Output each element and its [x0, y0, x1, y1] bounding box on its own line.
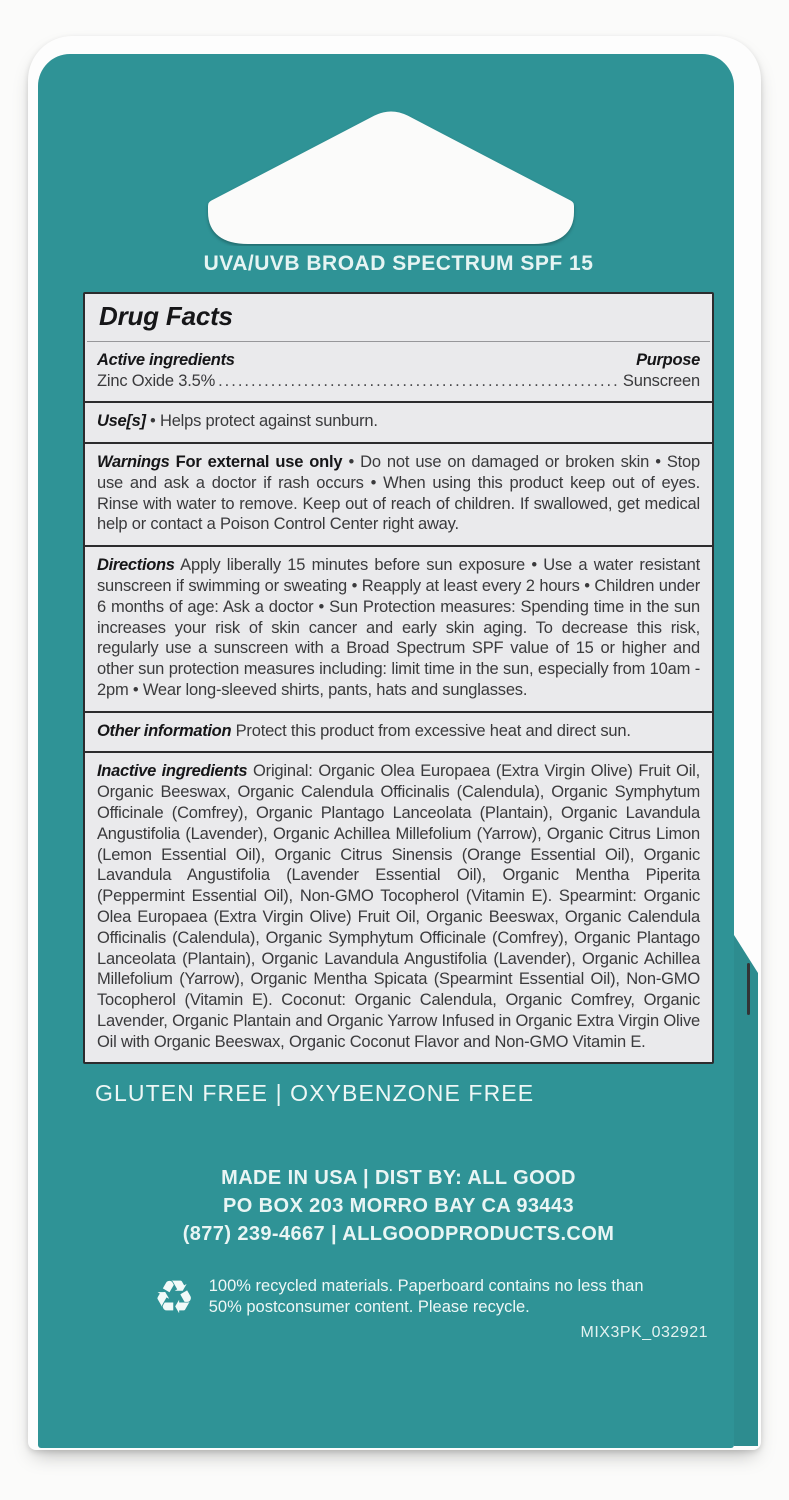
warnings-bold-text: For external use only: [175, 453, 343, 472]
package-card: [28, 36, 761, 1450]
warnings-section: [85, 442, 712, 545]
other-information-text: Protect this product from excessive heat and direct sun.: [235, 721, 631, 740]
directions-label: Directions: [97, 556, 175, 575]
inactive-ingredients-section: [85, 751, 712, 1062]
product-code: MIX3PK_032921: [580, 1324, 708, 1342]
active-ingredient-purpose: Sunscreen: [622, 371, 700, 390]
package-back-panel: [38, 54, 734, 1448]
box-side-flap: [734, 935, 758, 1446]
inactive-ingredients-label: Inactive ingredients: [97, 762, 248, 781]
active-ingredients-section: [85, 342, 712, 402]
uses-text: • Helps protect against sunburn.: [150, 412, 378, 431]
recycle-note-line1: 100% recycled materials. Paperboard contains no less than: [208, 1277, 644, 1296]
recycle-note-line2: 50% postconsumer content. Please recycle.: [208, 1298, 530, 1317]
active-ingredient-name: Zinc Oxide 3.5%: [97, 371, 216, 390]
recycle-icon: ♻: [153, 1271, 195, 1324]
address-line: PO BOX 203 MORRO BAY CA 93443: [223, 1195, 574, 1217]
other-information-label: Other information: [97, 721, 232, 740]
directions-text: Apply liberally 15 minutes before sun exposure • Use a water resistant sunscreen if swimming or sweating • Reapply at least every 2 hours • Children under 6 months of age: Ask a doctor • Sun Protection measures: Spending time in the sun increases your risk of skin cancer and early skin aging. To decrease this risk, regularly use a sunscreen with a Broad Spectrum SPF value of 15 or higher and other sun protection measures including: limit time in the sun, especially from 10am - 2pm • Wear long-sleeved shirts, pants, hats and sunglasses.: [97, 556, 700, 699]
active-ingredients-header: Active ingredients: [97, 350, 235, 369]
free-claims-label: GLUTEN FREE | OXYBENZONE FREE: [95, 1080, 535, 1107]
purpose-header: Purpose: [636, 350, 700, 369]
drug-facts-title: Drug Facts: [87, 294, 710, 342]
other-information-section: [85, 711, 712, 752]
uses-label: Use[s]: [97, 412, 146, 431]
phone-website-line: (877) 239-4667 | ALLGOODPRODUCTS.COM: [182, 1222, 615, 1245]
dot-leader: [218, 371, 620, 392]
distribution-block: [83, 1165, 714, 1248]
recycle-note: [83, 1271, 714, 1324]
directions-section: [85, 545, 712, 710]
box-flap-slit: [747, 963, 750, 1015]
drug-facts-panel: [83, 292, 714, 1064]
warnings-label: Warnings: [97, 453, 170, 472]
broad-spectrum-label: UVA/UVB BROAD SPECTRUM SPF 15: [203, 252, 594, 275]
uses-section: [85, 401, 712, 442]
recycle-note-text: [209, 1276, 644, 1318]
warnings-text: • Do not use on damaged or broken skin • Stop use and ask a doctor if rash occurs • When using this product keep out of eyes. Rinse with water to remove. Keep out of reach of children. If swallowed, get medical help or contact a Poison Control Center right away.: [97, 453, 700, 534]
hang-hole: [203, 110, 579, 246]
made-in-line: MADE IN USA | DIST BY: ALL GOOD: [221, 1167, 576, 1190]
inactive-ingredients-text: Original: Organic Olea Europaea (Extra Virgin Olive) Fruit Oil, Organic Beeswax, Organic Calendula Officinalis (Calendula), Organic Symphytum Officinale (Comfrey), Organic Plantago Lanceolata (Plantain), Organic Lavandula Angustifolia (Lavender), Organic Achillea Millefolium (Yarrow), Organic Citrus Limon (Lemon Essential Oil), Organic Citrus Sinensis (Orange Essential Oil), Organic Lavandula Angustifolia (Lavender Essential Oil), Organic Mentha Piperita (Peppermint Essential Oil), Non-GMO Tocopherol (Vitamin E). Spearmint: Organic Olea Europaea (Extra Virgin Olive) Fruit Oil, Organic Beeswax, Organic Calendula Officinalis (Calendula), Organic Symphytum Officinale (Comfrey), Organic Plantago Lanceolata (Plantain), Organic Lavandula Angustifolia (Lavender), Organic Achillea Millefolium (Yarrow), Organic Mentha Spicata (Spearmint Essential Oil), Non-GMO Tocopherol (Vitamin E). Coconut: Organic Calendula, Organic Comfrey, Organic Lavender, Organic Plantain and Organic Yarrow Infused in Organic Extra Virgin Olive Oil with Organic Beeswax, Organic Coconut Flavor and Non-GMO Vitamin E.: [97, 762, 701, 1051]
